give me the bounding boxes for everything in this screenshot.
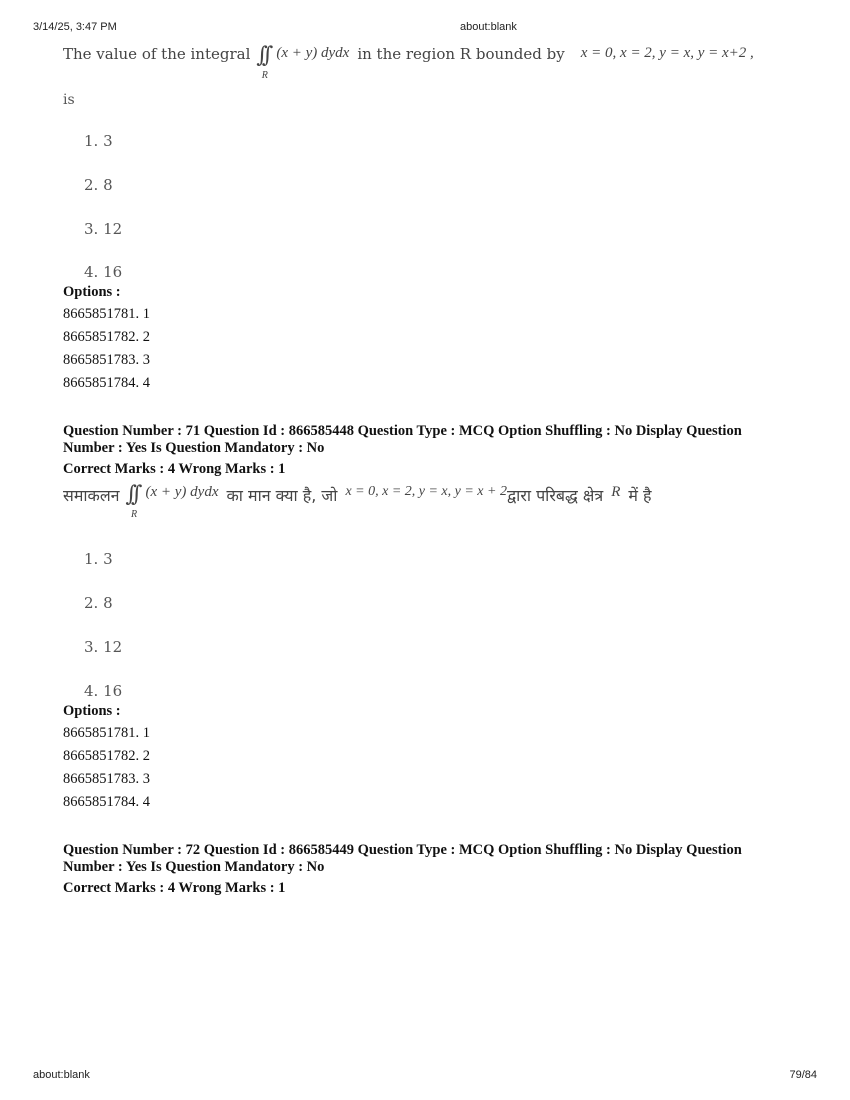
q70-choice-3: 3. 12 xyxy=(84,220,123,238)
q70-text-before: The value of the integral xyxy=(63,45,251,63)
q71-bounds: x = 0, x = 2, y = x, y = x + 2 xyxy=(345,484,507,499)
q70-choice-1: 1. 3 xyxy=(84,132,113,150)
q71-hindi-end: में है xyxy=(628,486,652,505)
q71-marks: Correct Marks : 4 Wrong Marks : 1 xyxy=(63,461,286,477)
q72-marks: Correct Marks : 4 Wrong Marks : 1 xyxy=(63,880,286,896)
q71-hindi-before: समाकलन xyxy=(63,486,120,505)
q71-region-sub: R xyxy=(130,509,138,520)
print-page-title: about:blank xyxy=(460,21,517,33)
print-page-indicator: 79/84 xyxy=(789,1069,817,1081)
q70-option-3: 8665851783. 3 xyxy=(63,352,150,368)
q71-region-var: R xyxy=(611,484,621,500)
q71-meta xyxy=(63,423,793,457)
q71-question-text xyxy=(63,484,652,520)
q71-choice-4: 4. 16 xyxy=(84,682,123,700)
q71-integrand: (x + y) dydx xyxy=(145,484,219,500)
q72-meta-line2: Number : Yes Is Question Mandatory : No xyxy=(63,859,325,875)
q71-option-4: 8665851784. 4 xyxy=(63,794,150,810)
q71-meta-line1: Question Number : 71 Question Id : 866585448 Question Type : MCQ Option Shuffling : No Display Question xyxy=(63,423,742,439)
q70-bounds: x = 0, x = 2, y = x, y = x+2 , xyxy=(580,45,754,61)
q70-choice-4: 4. 16 xyxy=(84,263,123,281)
q71-choice-3: 3. 12 xyxy=(84,638,123,656)
q71-option-2: 8665851782. 2 xyxy=(63,748,150,764)
q70-option-1: 8665851781. 1 xyxy=(63,306,150,322)
q71-choice-1: 1. 3 xyxy=(84,550,113,568)
print-datetime: 3/14/25, 3:47 PM xyxy=(33,21,117,33)
q71-option-3: 8665851783. 3 xyxy=(63,771,150,787)
q70-text-after: is xyxy=(63,92,75,108)
q70-question-text xyxy=(63,45,754,81)
q70-choice-2: 2. 8 xyxy=(84,176,113,194)
q70-options-label: Options : xyxy=(63,284,121,300)
q70-integrand: (x + y) dydx xyxy=(276,45,350,61)
q71-choice-2: 2. 8 xyxy=(84,594,113,612)
q70-region-sub: R xyxy=(261,70,268,81)
q72-meta xyxy=(63,842,793,876)
q70-option-4: 8665851784. 4 xyxy=(63,375,150,391)
q71-hindi-after: द्वारा परिबद्ध क्षेत्र xyxy=(506,486,604,505)
q71-meta-line2: Number : Yes Is Question Mandatory : No xyxy=(63,440,325,456)
q71-options-label: Options : xyxy=(63,703,121,719)
q70-option-2: 8665851782. 2 xyxy=(63,329,150,345)
double-integral-icon: ∫∫ R xyxy=(256,43,268,81)
q71-hindi-mid: का मान क्या है, जो xyxy=(226,486,338,505)
print-footer-url: about:blank xyxy=(33,1069,90,1081)
double-integral-icon: ∫∫ R xyxy=(125,482,138,520)
q71-option-1: 8665851781. 1 xyxy=(63,725,150,741)
q70-text-mid: in the region R bounded by xyxy=(357,45,565,63)
q72-meta-line1: Question Number : 72 Question Id : 866585449 Question Type : MCQ Option Shuffling : No Display Question xyxy=(63,842,742,858)
